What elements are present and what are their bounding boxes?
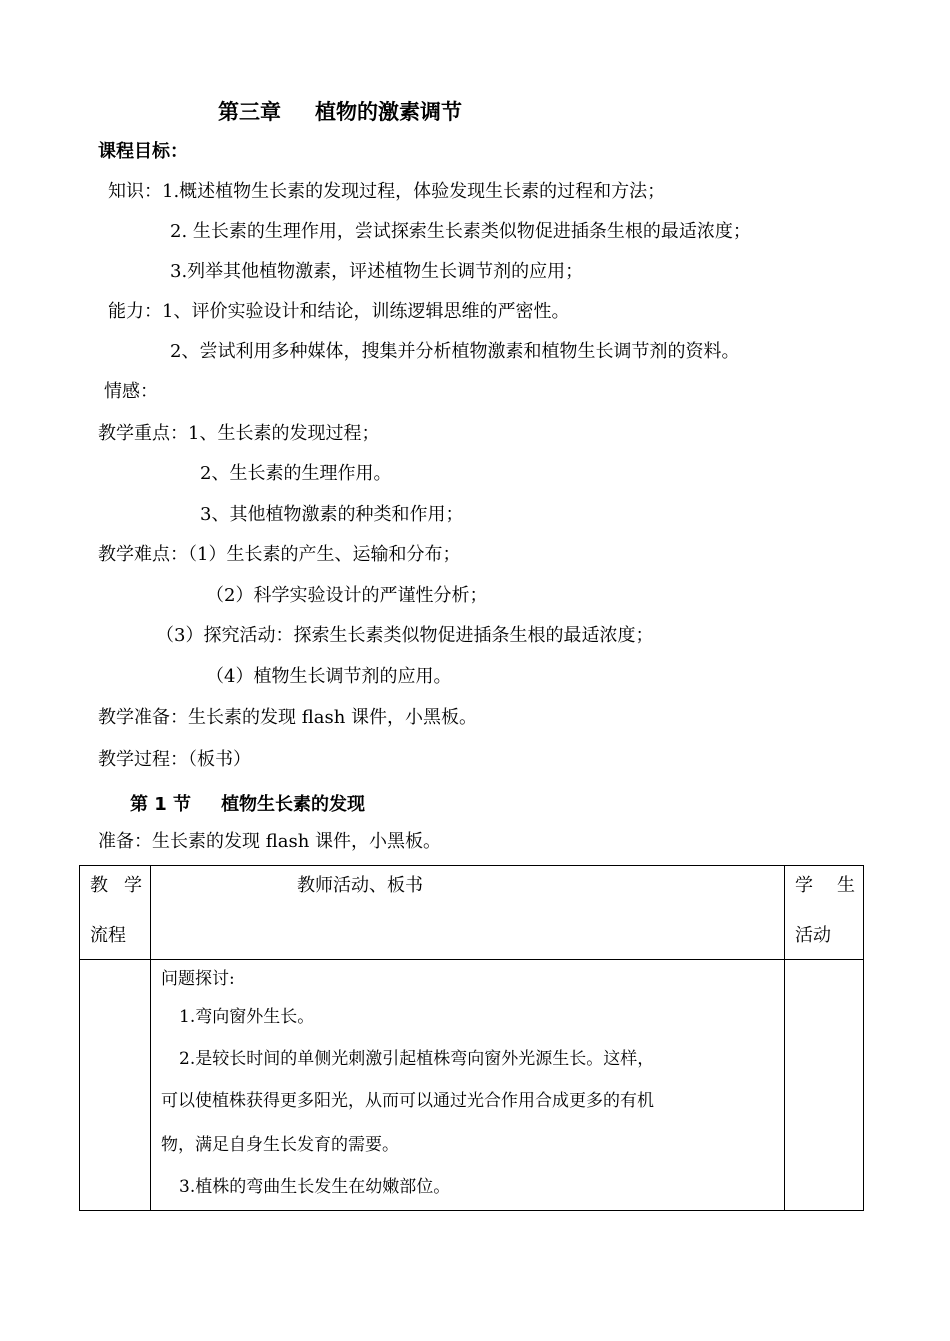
preparation-text: 生长素的发现 flash 课件，小黑板。: [188, 707, 478, 728]
knowledge-item: 2. 生长素的生理作用，尝试探索生长素类似物促进插条生根的最适浓度；: [170, 221, 751, 242]
difficulties-line-1: [98, 543, 460, 567]
section-preparation: 准备：生长素的发现 flash 课件，小黑板。: [98, 831, 442, 852]
flow-header-char: 教: [90, 875, 108, 896]
process-text: （板书）: [188, 749, 251, 770]
difficulty-item: （1）生长素的产生、运输和分布；: [188, 544, 461, 565]
preparation-label: 教学准备：: [98, 707, 188, 728]
student-header-line: 活动: [795, 925, 831, 946]
teacher-activity-cell: [151, 960, 785, 1211]
answer-line: 1.弯向窗外生长。: [179, 1007, 315, 1027]
key-point-item: 3、其他植物激素的种类和作用；: [200, 504, 464, 525]
section-title: [130, 790, 365, 816]
chapter-number: 第三章: [218, 100, 281, 124]
teacher-activity-header: 教师活动、板书: [297, 875, 423, 896]
knowledge-item: 3.列举其他植物激素，评述植物生长调节剂的应用；: [170, 261, 584, 282]
key-point-item: 2、生长素的生理作用。: [200, 463, 392, 484]
chapter-title: [218, 96, 462, 126]
answer-line: 可以使植株获得更多阳光，从而可以通过光合作用合成更多的有机: [161, 1091, 654, 1111]
preparation-line: [98, 706, 477, 730]
table-row: [80, 960, 864, 1211]
student-activity-header-cell: [785, 866, 864, 960]
key-points-label: 教学重点：: [98, 423, 188, 444]
difficulties-label: 教学难点：: [98, 544, 188, 565]
answer-line: 物，满足自身生长发育的需要。: [161, 1135, 399, 1155]
emotion-label: 情感：: [104, 381, 158, 402]
table-header-row: [80, 866, 864, 960]
flow-header-line: 流程: [90, 925, 126, 946]
flow-header-char: 学: [124, 875, 142, 896]
knowledge-label: 知识：: [108, 181, 162, 202]
section-name: 植物生长素的发现: [221, 794, 366, 815]
difficulty-item: （2）科学实验设计的严谨性分析；: [206, 585, 488, 606]
key-points-line-1: [98, 422, 379, 446]
knowledge-line-1: [108, 180, 665, 204]
flow-header-cell: [80, 866, 151, 960]
ability-item: 2、尝试利用多种媒体，搜集并分析植物激素和植物生长调节剂的资料。: [170, 341, 740, 362]
difficulty-item: （3）探究活动：探索生长素类似物促进插条生根的最适浓度；: [156, 625, 654, 646]
problem-heading: 问题探讨:: [161, 969, 235, 989]
key-point-item: 1、生长素的发现过程；: [188, 423, 380, 444]
flow-cell: [80, 960, 151, 1211]
flow-header-line: [80, 872, 150, 900]
section-number: 第 1 节: [130, 794, 192, 815]
lesson-table: [79, 865, 864, 1211]
process-label: 教学过程：: [98, 749, 188, 770]
knowledge-item: 1.概述植物生长素的发现过程，体验发现生长素的过程和方法；: [162, 181, 666, 202]
student-header-line: [785, 872, 863, 900]
objectives-heading: 课程目标：: [98, 141, 188, 162]
ability-label: 能力：: [108, 301, 162, 322]
answer-line: 3.植株的弯曲生长发生在幼嫩部位。: [179, 1177, 451, 1197]
student-activity-cell: [785, 960, 864, 1211]
chapter-name: 植物的激素调节: [315, 100, 462, 124]
ability-item: 1、评价实验设计和结论，训练逻辑思维的严密性。: [162, 301, 570, 322]
student-header-char: 学: [795, 875, 813, 896]
student-header-char: 生: [837, 875, 855, 896]
teacher-activity-header-cell: [151, 866, 785, 960]
process-line: [98, 748, 251, 772]
answer-line: 2.是较长时间的单侧光刺激引起植株弯向窗外光源生长。这样，: [179, 1049, 655, 1069]
ability-line-1: [108, 300, 569, 324]
difficulty-item: （4）植物生长调节剂的应用。: [206, 666, 452, 687]
